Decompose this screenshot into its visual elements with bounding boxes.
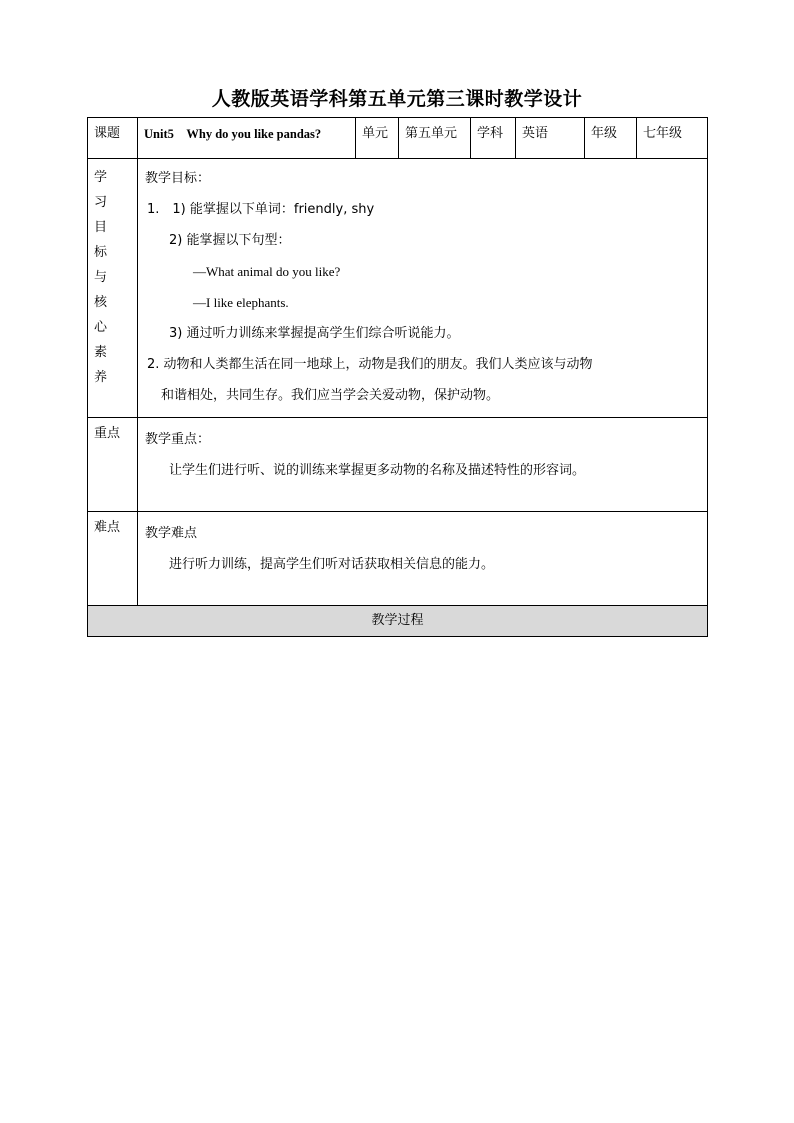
objective-line: 1. 1) 能掌握以下单词：friendly, shy: [147, 202, 375, 217]
objectives-heading: 教学目标：: [145, 171, 211, 186]
objective-line: —What animal do you like?: [193, 264, 341, 279]
objectives-label: 学习目标与核心素养: [94, 170, 116, 385]
objective-line: 和谐相处，共同生存。我们应当学会关爱动物，保护动物。: [161, 388, 500, 403]
subject-value: 英语: [522, 126, 549, 141]
grade-label: 年级: [591, 126, 618, 141]
key-points-heading: 教学重点：: [145, 432, 211, 447]
topic-value: Unit5 Why do you like pandas?: [144, 127, 322, 141]
unit-value: 第五单元: [405, 126, 458, 141]
subject-label: 学科: [477, 126, 504, 141]
difficulties-row: [88, 512, 708, 606]
key-points-row: [88, 418, 708, 512]
unit-label: 单元: [362, 126, 389, 141]
process-label: 教学过程: [88, 606, 708, 637]
objective-line: —I like elephants.: [193, 295, 289, 310]
key-points-text: 让学生们进行听、说的训练来掌握更多动物的名称及描述特性的形容词。: [169, 463, 586, 478]
objectives-row: [88, 159, 708, 418]
lesson-plan-table: [87, 117, 708, 637]
objective-line: 3) 通过听力训练来掌握提高学生们综合听说能力。: [169, 326, 460, 341]
topic-label: 课题: [94, 126, 121, 141]
header-row: [88, 118, 708, 159]
objective-line: 2) 能掌握以下句型：: [169, 233, 291, 248]
key-points-label: 重点: [94, 426, 121, 441]
difficulties-label: 难点: [94, 520, 121, 535]
difficulties-text: 进行听力训练，提高学生们听对话获取相关信息的能力。: [169, 557, 495, 572]
grade-value: 七年级: [643, 126, 683, 141]
difficulties-heading: 教学难点: [145, 526, 198, 541]
process-row: [88, 606, 708, 637]
objective-line: 2. 动物和人类都生活在同一地球上，动物是我们的朋友。我们人类应该与动物: [147, 357, 593, 372]
page-title: 人教版英语学科第五单元第三课时教学设计: [211, 88, 583, 110]
